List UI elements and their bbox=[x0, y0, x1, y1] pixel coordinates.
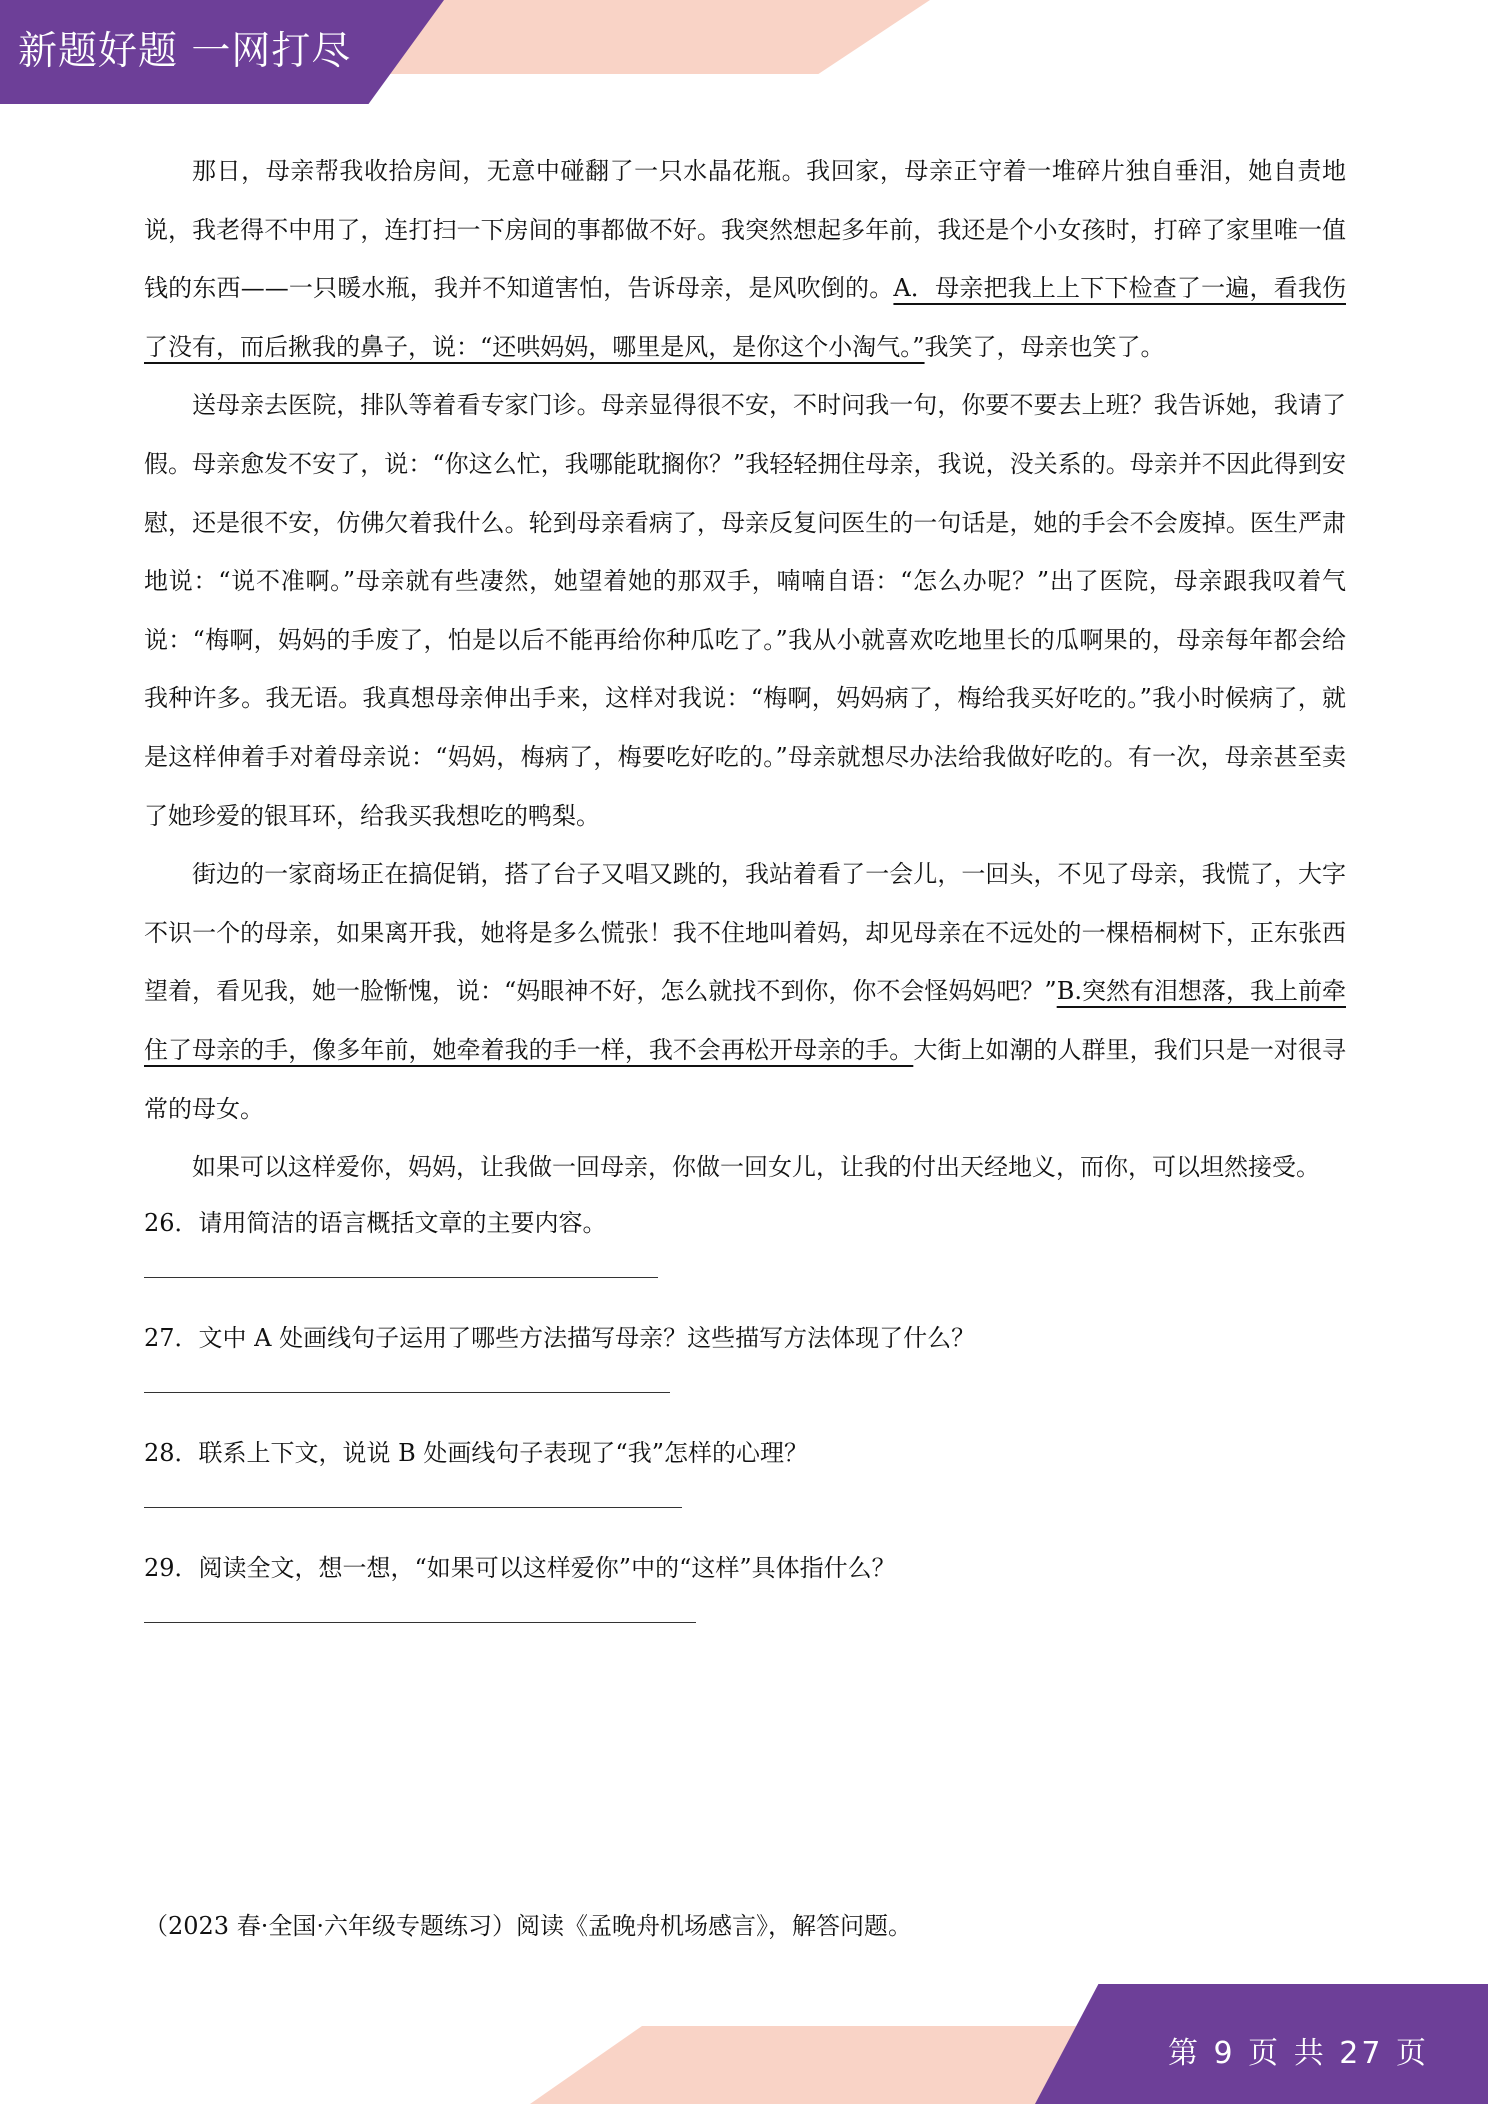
paragraph-2: 送母亲去医院，排队等着看专家门诊。母亲显得很不安，不时问我一句，你要不要去上班？我告诉她，我请了假。母亲愈发不安了，说：“你这么忙，我哪能耽搁你？”我轻轻拥住母亲，我说，没关系的。母亲并不因此得到安慰，还是很不安，仿佛欠着我什么。轮到母亲看病了，母亲反复问医生的一句话是，她的手会不会废掉。医生严肃地说：“说不准啊。”母亲就有些凄然，她望着她的那双手，喃喃自语：“怎么办呢？”出了医院，母亲跟我叹着气说：“梅啊，妈妈的手废了，怕是以后不能再给你种瓜吃了。”我从小就喜欢吃地里长的瓜啊果的，母亲每年都会给我种许多。我无语。我真想母亲伸出手来，这样对我说：“梅啊，妈妈病了，梅给我买好吃的。”我小时候病了，就是这样伸着手对着母亲说：“妈妈，梅病了，梅要吃好吃的。”母亲就想尽办法给我做好吃的。有一次，母亲甚至卖了她珍爱的银耳环，给我买我想吃的鸭梨。 bbox=[144, 391, 1346, 830]
footer-banner-accent bbox=[530, 2026, 1090, 2104]
question-26: 26．请用简洁的语言概括文章的主要内容。 bbox=[144, 1208, 607, 1237]
underlined-sentence-a: A．母亲把我上上下下检查了一遍，看我伤了没有，而后揪我的鼻子，说：“还哄妈妈，哪里是风，是你这个小淘气。” bbox=[144, 274, 1346, 361]
questions bbox=[144, 1203, 1346, 1623]
answer-line-29[interactable] bbox=[144, 1622, 696, 1623]
paragraph-1: 那日，母亲帮我收拾房间，无意中碰翻了一只水晶花瓶。我回家，母亲正守着一堆碎片独自垂泪，她自责地说，我老得不中用了，连打扫一下房间的事都做不好。我突然想起多年前，我还是个小女孩时，打碎了家里唯一值钱的东西——一只暖水瓶，我并不知道害怕，告诉母亲，是风吹倒的。A．母亲把我上上下下检查了一遍，看我伤了没有，而后揪我的鼻子，说：“还哄妈妈，哪里是风，是你这个小淘气。”我笑了，母亲也笑了。 bbox=[144, 157, 1346, 361]
answer-line-26[interactable] bbox=[144, 1277, 658, 1278]
underlined-sentence-b: B.突然有泪想落，我上前牵住了母亲的手，像多年前，她牵着我的手一样，我不会再松开母亲的手。 bbox=[144, 977, 1346, 1064]
paragraph-3: 街边的一家商场正在搞促销，搭了台子又唱又跳的，我站着看了一会儿，一回头，不见了母亲，我慌了，大字不识一个的母亲，如果离开我，她将是多么慌张！我不住地叫着妈，却见母亲在不远处的一棵梧桐树下，正东张西望着，看见我，她一脸惭愧，说：“妈眼神不好，怎么就找不到你，你不会怪妈妈吧？”B.突然有泪想落，我上前牵住了母亲的手，像多年前，她牵着我的手一样，我不会再松开母亲的手。大街上如潮的人群里，我们只是一对很寻常的母女。 bbox=[144, 860, 1347, 1123]
answer-line-28[interactable] bbox=[144, 1507, 682, 1508]
header-title: 新题好题 一网打尽 bbox=[18, 29, 352, 74]
article-body bbox=[144, 142, 1346, 1663]
source-line: （2023 春·全国·六年级专题练习）阅读《孟晚舟机场感言》，解答问题。 bbox=[144, 1912, 912, 1940]
page-number: 第 9 页 共 27 页 bbox=[1168, 2036, 1429, 2071]
answer-line-27[interactable] bbox=[144, 1392, 670, 1393]
question-29: 29．阅读全文，想一想，“如果可以这样爱你”中的“这样”具体指什么？ bbox=[144, 1553, 896, 1582]
question-28: 28．联系上下文，说说 B 处画线句子表现了“我”怎样的心理？ bbox=[144, 1438, 808, 1467]
question-27: 27．文中 A 处画线句子运用了哪些方法描写母亲？这些描写方法体现了什么？ bbox=[144, 1323, 976, 1352]
paragraph-4: 如果可以这样爱你，妈妈，让我做一回母亲，你做一回女儿，让我的付出天经地义，而你，可以坦然接受。 bbox=[192, 1153, 1320, 1182]
